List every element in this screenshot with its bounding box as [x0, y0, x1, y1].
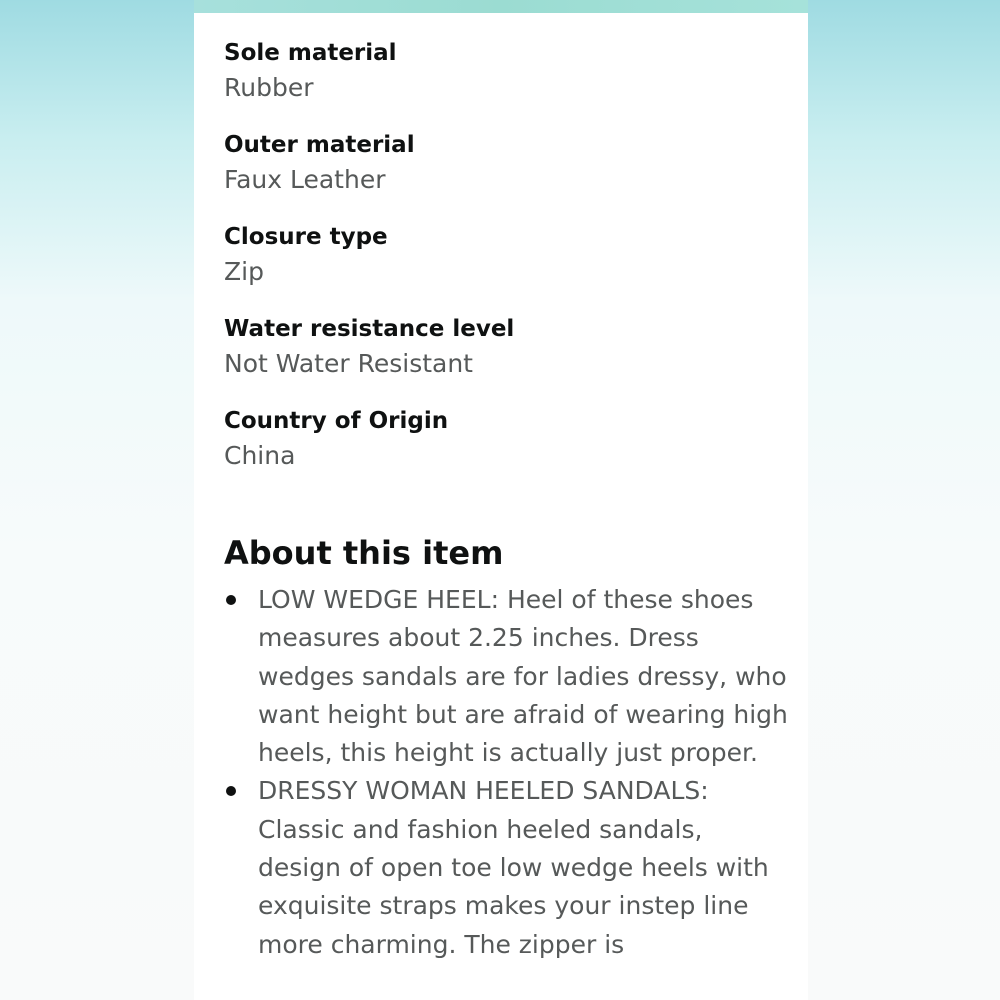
- top-accent-bar: [194, 0, 808, 13]
- about-bullet-item: [224, 581, 788, 772]
- bullet-dot-icon: [226, 595, 236, 605]
- spec-water-resistance: [224, 313, 784, 383]
- bullet-dot-icon: [226, 786, 236, 796]
- spec-label: Country of Origin: [224, 408, 449, 434]
- product-details-content: [224, 37, 788, 964]
- about-this-item-heading: About this item: [224, 534, 504, 572]
- spec-label: Sole material: [224, 40, 397, 66]
- spec-value: Rubber: [224, 73, 314, 102]
- spec-country-of-origin: [224, 405, 784, 475]
- product-details-panel: [194, 13, 808, 1000]
- about-bullet-text: DRESSY WOMAN HEELED SANDALS: Classic and fashion heeled sandals, design of open toe low wedge heels with exquisite straps makes your instep line more charming. The zipper is: [258, 776, 769, 959]
- spec-value: Faux Leather: [224, 165, 386, 194]
- spec-label: Water resistance level: [224, 316, 515, 342]
- spec-value: China: [224, 441, 296, 470]
- spec-closure-type: [224, 221, 784, 291]
- spec-sole-material: [224, 37, 784, 107]
- about-bullet-item: [224, 772, 788, 963]
- spec-value: Not Water Resistant: [224, 349, 473, 378]
- about-bullet-list: [224, 581, 788, 964]
- spec-value: Zip: [224, 257, 264, 286]
- spec-label: Closure type: [224, 224, 388, 250]
- spec-label: Outer material: [224, 132, 415, 158]
- spec-outer-material: [224, 129, 784, 199]
- about-bullet-text: LOW WEDGE HEEL: Heel of these shoes measures about 2.25 inches. Dress wedges sandals are for ladies dressy, who want height but are afraid of wearing high heels, this height is actually just proper.: [258, 585, 788, 768]
